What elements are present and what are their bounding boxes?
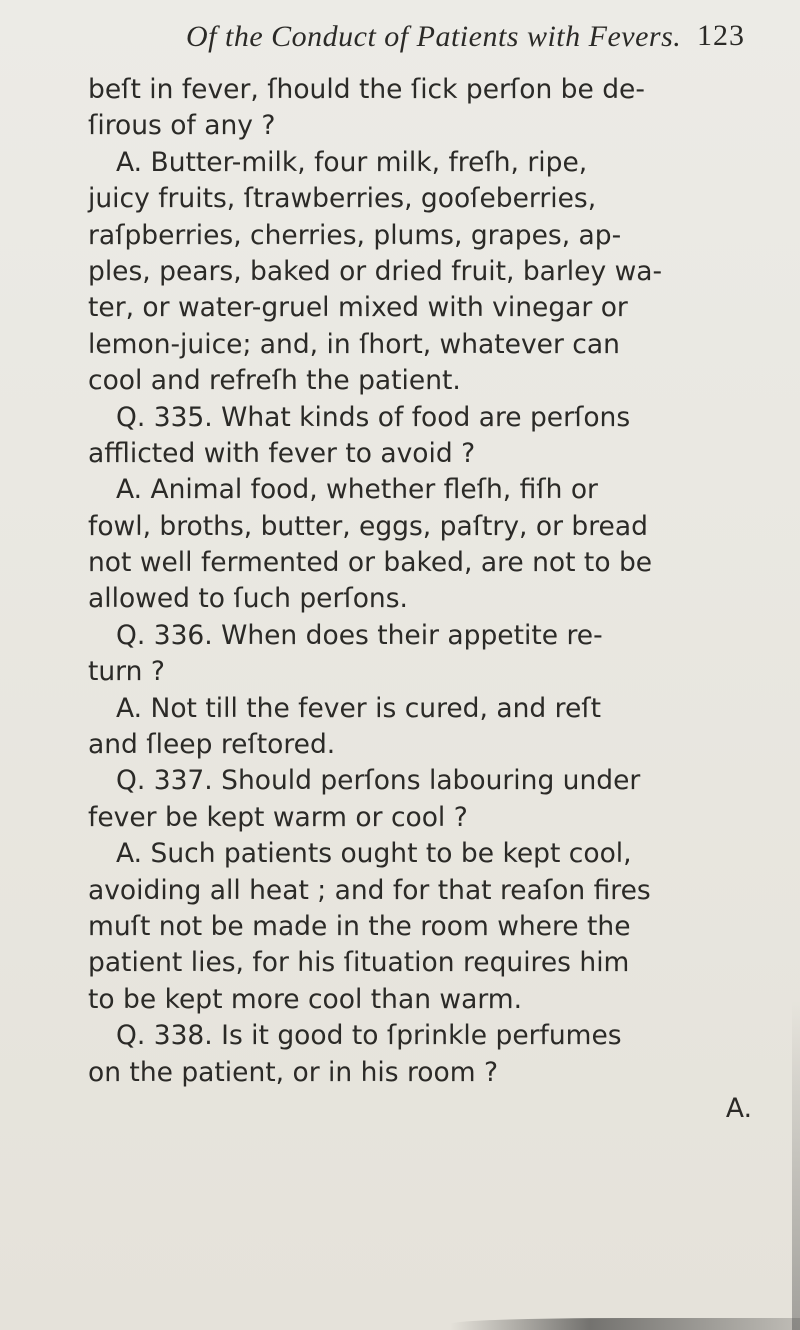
text-line: fever be kept warm or cool ? <box>88 801 468 833</box>
answer-line: A. Animal food, whether fleſh, fiſh or <box>116 474 598 506</box>
text-line: on the patient, or in his room ? <box>88 1056 499 1088</box>
answer-line: A. Butter-milk, four milk, freſh, ripe, <box>116 146 588 178</box>
text-line: turn ? <box>88 656 165 688</box>
question-line: Q. 337. Should perſons labouring under <box>116 765 641 797</box>
page-side-shadow <box>792 1000 800 1330</box>
text-line: beſt in fever, ſhould the ſick perſon be de- <box>88 74 645 105</box>
question-line: Q. 335. What kinds of food are perſons <box>116 401 631 433</box>
text-line: raſpberries, cherries, plums, grapes, ap- <box>88 219 622 251</box>
question-line: Q. 336. When does their appetite re- <box>116 619 603 651</box>
text-line: fowl, broths, butter, eggs, paſtry, or bread <box>88 510 648 542</box>
text-line: and ſleep reſtored. <box>88 729 336 761</box>
catchword: A. <box>725 1092 752 1124</box>
question-line: Q. 338. Is it good to ſprinkle perfumes <box>116 1020 622 1052</box>
text-line: cool and refreſh the patient. <box>88 365 461 397</box>
text-line: lemon-juice; and, in ſhort, whatever can <box>88 328 620 360</box>
running-head: Of the Conduct of Patients with Fevers. <box>186 20 682 53</box>
text-line: afflicted with fever to avoid ? <box>88 437 476 469</box>
text-line: avoiding all heat ; and for that reaſon fires <box>88 874 651 906</box>
text-line: to be kept more cool than warm. <box>88 983 522 1015</box>
answer-line: A. Such patients ought to be kept cool, <box>116 838 632 870</box>
page-edge-shadow <box>450 1318 800 1330</box>
text-line: muſt not be made in the room where the <box>88 910 631 942</box>
text-line: ter, or water-gruel mixed with vinegar or <box>88 292 628 324</box>
text-line: juicy fruits, ſtrawberries, gooſeberries, <box>88 183 597 215</box>
page-header <box>0 12 800 58</box>
text-line: allowed to ſuch perſons. <box>88 583 408 615</box>
text-line: ples, pears, baked or dried fruit, barley wa- <box>88 255 663 287</box>
text-line: ſirous of any ? <box>88 110 276 142</box>
page-number: 123 <box>697 19 745 52</box>
answer-line: A. Not till the fever is cured, and reſt <box>116 692 601 724</box>
text-line: patient lies, for his ſituation requires him <box>88 947 630 979</box>
text-line: not well fermented or baked, are not to be <box>88 547 653 579</box>
body-text <box>88 72 760 1127</box>
